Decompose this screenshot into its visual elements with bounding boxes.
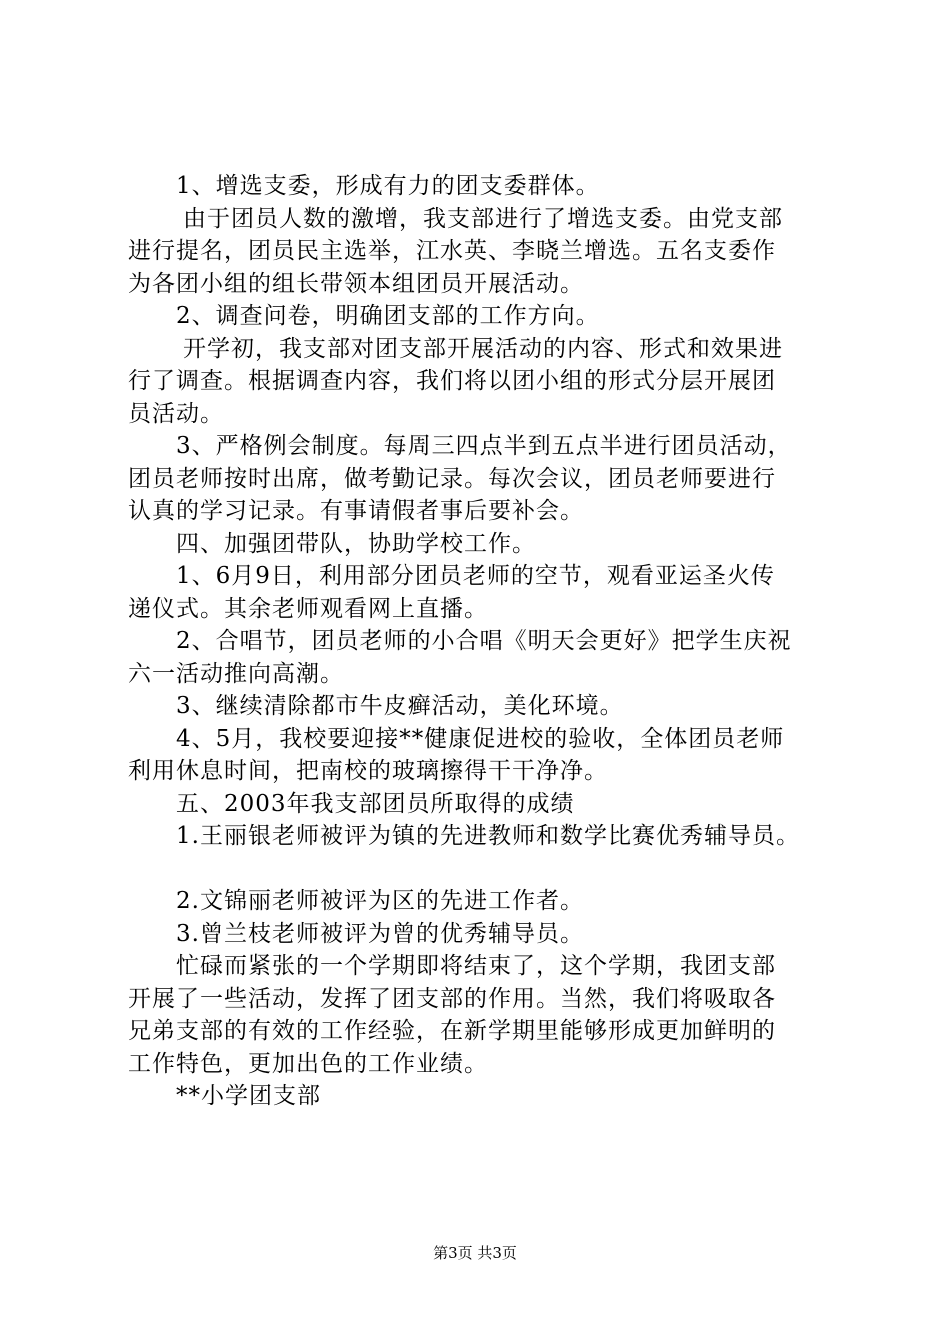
paragraph-line: 进行提名，团员民主选举，江水英、李晓兰增选。五名支委作: [128, 238, 776, 264]
paragraph-line: 2、合唱节，团员老师的小合唱《明天会更好》把学生庆祝: [176, 628, 792, 654]
paragraph-line: 3、严格例会制度。每周三四点半到五点半进行团员活动，: [176, 433, 792, 459]
paragraph-line: **小学团支部: [176, 1083, 321, 1109]
paragraph-line: 为各团小组的组长带领本组团员开展活动。: [128, 270, 584, 297]
paragraph-line: 忙碌而紧张的一个学期即将结束了，这个学期，我团支部: [176, 953, 776, 979]
paragraph-line: 1.王丽银老师被评为镇的先进教师和数学比赛优秀辅导员。: [176, 823, 800, 849]
paragraph-line: 认真的学习记录。有事请假者事后要补会。: [128, 498, 584, 524]
paragraph-line: 利用休息时间，把南校的玻璃擦得干干净净。: [128, 758, 608, 784]
paragraph-line: 4、5月，我校要迎接**健康促进校的验收，全体团员老师: [176, 725, 785, 752]
page-footer: 第3页 共3页: [433, 1244, 517, 1262]
paragraph-line: 兄弟支部的有效的工作经验，在新学期里能够形成更加鲜明的: [128, 1018, 776, 1044]
paragraph-line: 1、6月9日，利用部分团员老师的空节，观看亚运圣火传: [176, 563, 775, 589]
paragraph-line: 开展了一些活动，发挥了团支部的作用。当然，我们将吸取各: [128, 985, 776, 1012]
paragraph-line: 五、2003年我支部团员所取得的成绩: [176, 790, 575, 817]
paragraph-line: 2、调查问卷，明确团支部的工作方向。: [176, 303, 600, 329]
paragraph-line: 工作特色，更加出色的工作业绩。: [128, 1050, 488, 1077]
paragraph-line: 1、增选支委，形成有力的团支委群体。: [176, 173, 600, 199]
paragraph-line: 3.曾兰枝老师被评为曾的优秀辅导员。: [176, 920, 584, 947]
paragraph-line: 员活动。: [128, 400, 224, 427]
paragraph-line: 开学初，我支部对团支部开展活动的内容、形式和效果进: [183, 335, 783, 362]
paragraph-line: 四、加强团带队，协助学校工作。: [176, 530, 536, 557]
paragraph-line: 递仪式。其余老师观看网上直播。: [128, 595, 488, 622]
paragraph-line: 行了调查。根据调查内容，我们将以团小组的形式分层开展团: [128, 368, 776, 394]
blank-line: [128, 853, 848, 886]
paragraph-line: 2.文锦丽老师被评为区的先进工作者。: [176, 888, 584, 914]
document-body: [128, 170, 848, 1113]
paragraph-line: 由于团员人数的激增，我支部进行了增选支委。由党支部: [183, 205, 783, 232]
paragraph-line: 团员老师按时出席，做考勤记录。每次会议，团员老师要进行: [128, 465, 776, 492]
paragraph-line: 3、继续清除都市牛皮癣活动，美化环境。: [176, 693, 624, 719]
paragraph-line: 六一活动推向高潮。: [128, 660, 344, 687]
